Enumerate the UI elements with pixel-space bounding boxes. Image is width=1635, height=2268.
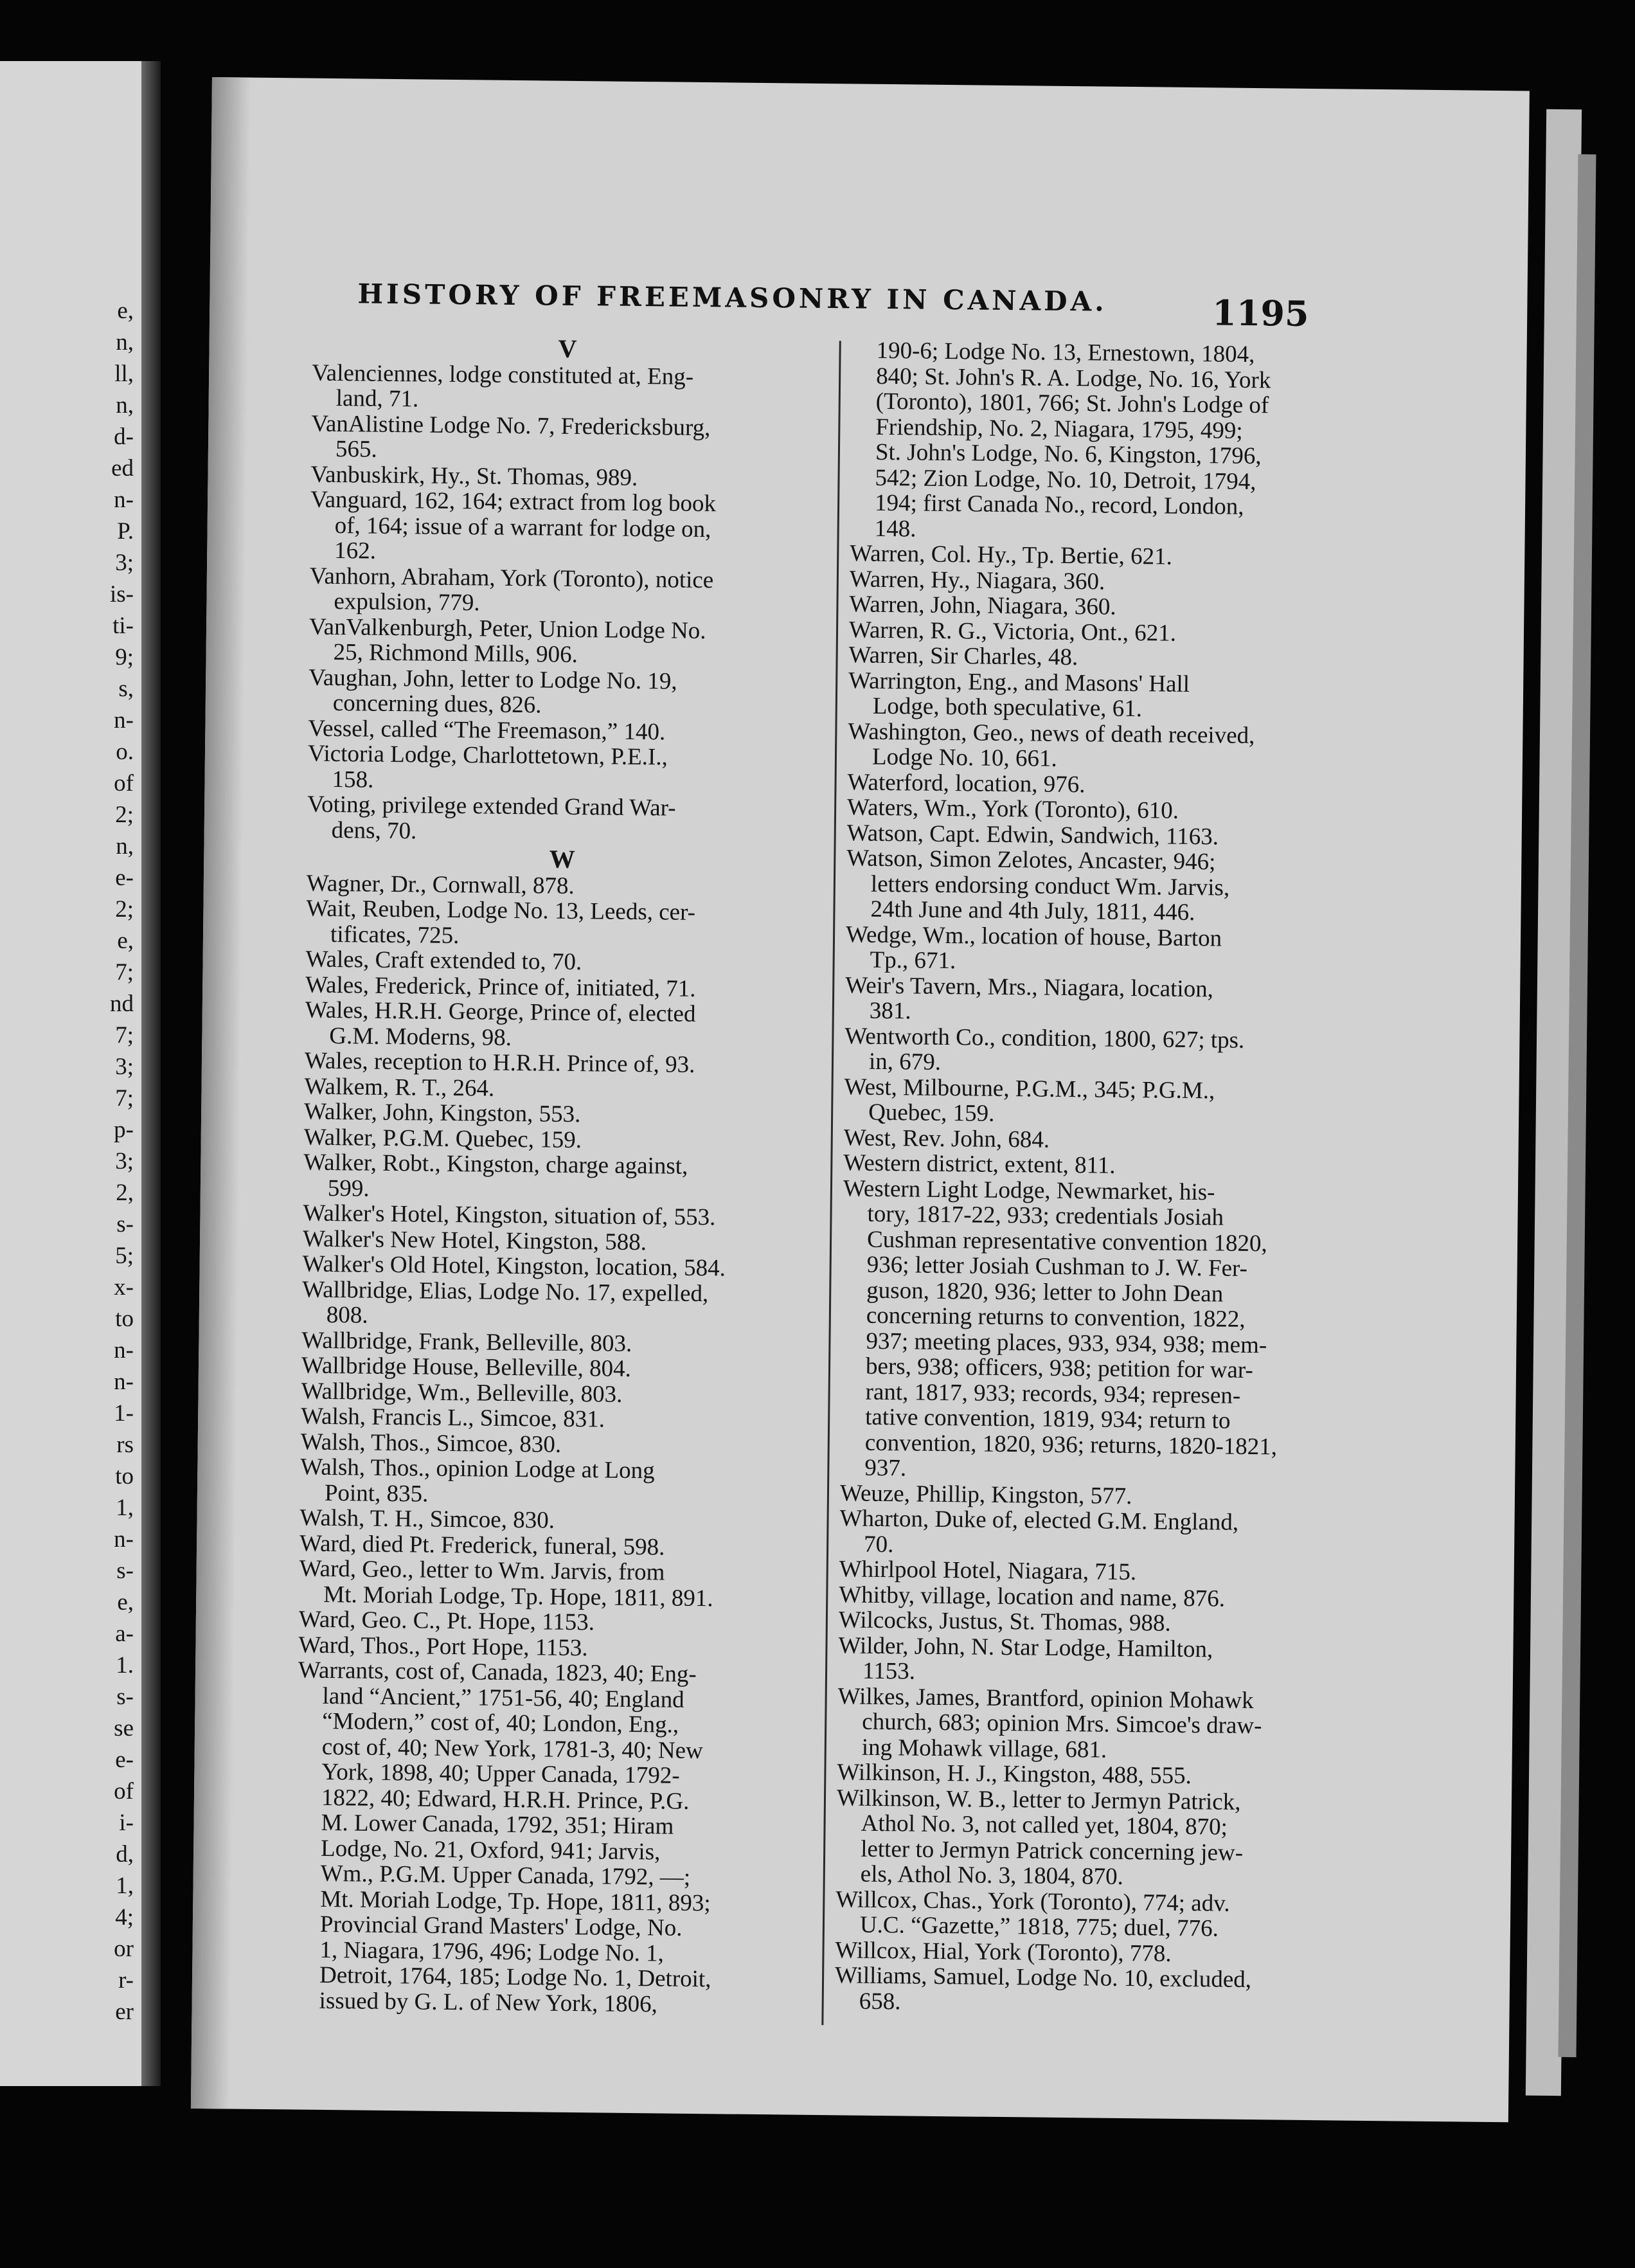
section-letter-heading: V [558, 334, 577, 363]
facing-page-fragment: er [115, 1999, 134, 2025]
facing-page-fragment: n- [114, 487, 134, 513]
index-entry: Wilkinson, W. B., letter to Jermyn Patrick, [836, 1784, 1241, 1815]
index-entry-continuation: concerning dues, 826. [332, 690, 542, 719]
index-entry-continuation: cost of, 40; New York, 1781-3, 40; New [321, 1733, 703, 1764]
index-entry: Walker, John, Kingston, 553. [303, 1098, 581, 1128]
section-letter-heading: W [549, 844, 576, 874]
book-gutter [141, 61, 161, 2086]
facing-page-fragment: r- [118, 1967, 134, 1994]
index-entry: Whirlpool Hotel, Niagara, 715. [839, 1556, 1137, 1586]
facing-page-edge [0, 61, 161, 2086]
index-entry: Walsh, Thos., opinion Lodge at Long [300, 1454, 655, 1484]
index-entry-continuation: Athol No. 3, not called yet, 1804, 870; [861, 1810, 1228, 1841]
facing-page-fragment: se [114, 1715, 134, 1742]
facing-page-fragment: to [115, 1463, 134, 1490]
index-entry: West, Rev. John, 684. [843, 1124, 1050, 1153]
facing-page-fragment: nd [110, 991, 134, 1017]
index-entry: Vanhorn, Abraham, York (Toronto), notice [309, 562, 714, 593]
page-number: 1195 [1211, 292, 1309, 334]
facing-page-fragment: s- [116, 1558, 134, 1584]
index-entry-continuation: els, Athol No. 3, 1804, 870. [860, 1860, 1124, 1890]
index-entry-continuation: 937. [864, 1454, 907, 1482]
index-entry-continuation: in, 679. [868, 1048, 942, 1076]
facing-page-fragment: e- [115, 1747, 134, 1773]
facing-page-fragment: 5; [115, 1243, 134, 1269]
facing-page-fragment: n- [114, 1369, 134, 1395]
index-entry: Walker's Hotel, Kingston, situation of, 553. [303, 1200, 716, 1231]
facing-page-fragment: 4; [115, 1904, 134, 1931]
facing-page-fragment: 9; [115, 644, 134, 670]
facing-page-fragment: n, [116, 392, 134, 419]
index-entry: Ward, died Pt. Frederick, funeral, 598. [299, 1530, 665, 1561]
index-entry: Williams, Samuel, Lodge No. 10, excluded, [834, 1962, 1252, 1994]
index-entry-continuation: 1, Niagara, 1796, 496; Lodge No. 1, [319, 1936, 665, 1967]
index-entry: West, Milbourne, P.G.M., 345; P.G.M., [844, 1073, 1215, 1104]
index-entry-continuation: 658. [859, 1988, 901, 2015]
index-entry-continuation: Wm., P.G.M. Upper Canada, 1792, —; [320, 1860, 691, 1891]
index-entry-continuation: 381. [869, 997, 911, 1025]
index-entry-continuation: M. Lower Canada, 1792, 351; Hiram [321, 1809, 674, 1840]
facing-page-fragment: e, [117, 298, 134, 324]
index-entry: Watson, Simon Zelotes, Ancaster, 946; [846, 845, 1216, 876]
index-entry-continuation: 148. [874, 515, 916, 543]
index-entry-continuation: 1822, 40; Edward, H.R.H. Prince, P.G. [321, 1784, 690, 1815]
index-entry-continuation: 24th June and 4th July, 1811, 446. [870, 896, 1195, 926]
facing-page-fragment: 3; [115, 550, 134, 576]
index-entry: Warren, R. G., Victoria, Ont., 621. [848, 616, 1177, 647]
index-entry: VanAlistine Lodge No. 7, Fredericksburg, [311, 410, 711, 441]
index-entry: Wilcocks, Justus, St. Thomas, 988. [838, 1607, 1171, 1637]
facing-page-fragment: n- [114, 1526, 134, 1553]
facing-page-fragment: 3; [115, 1148, 134, 1174]
index-entry-continuation: 1153. [862, 1657, 916, 1685]
facing-page-fragment: of [114, 770, 134, 797]
index-entry: Wales, reception to H.R.H. Prince of, 93. [304, 1047, 695, 1078]
index-entry-continuation: Point, 835. [324, 1479, 429, 1508]
index-entry-continuation: rant, 1817, 933; records, 934; represen- [865, 1378, 1241, 1409]
index-entry: Ward, Geo., letter to Wm. Jarvis, from [299, 1555, 665, 1586]
index-entry: Voting, privilege extended Grand War- [307, 791, 676, 822]
index-entry-continuation: York, 1898, 40; Upper Canada, 1792- [321, 1758, 680, 1789]
index-entry: Walkem, R. T., 264. [304, 1073, 495, 1102]
index-entry-continuation: 599. [327, 1174, 370, 1202]
index-entry: Western district, extent, 811. [843, 1149, 1116, 1179]
facing-page-fragment: o. [116, 739, 134, 765]
facing-page-fragment: is- [110, 581, 134, 608]
facing-page-fragment: P. [117, 518, 134, 544]
index-entry: Wallbridge, Frank, Belleville, 803. [301, 1327, 632, 1357]
facing-page-fragment: n- [114, 707, 134, 734]
index-entry: Warren, Col. Hy., Tp. Bertie, 621. [850, 540, 1173, 570]
index-entry: Wales, Craft extended to, 70. [305, 946, 582, 976]
facing-page-fragment: s- [116, 1211, 134, 1238]
facing-page-fragment: 7; [115, 1022, 134, 1048]
facing-page-fragment: i- [119, 1810, 134, 1836]
index-entry: Warren, Sir Charles, 48. [848, 642, 1078, 671]
facing-page-fragment: d, [116, 1841, 134, 1868]
index-entry-continuation: Provincial Grand Masters' Lodge, No. [319, 1911, 683, 1941]
facing-page-fragment: 2, [116, 1180, 134, 1206]
facing-page-fragment: or [114, 1936, 134, 1962]
index-entry-continuation: tative convention, 1819, 934; return to [865, 1403, 1231, 1434]
index-entry: Ward, Geo. C., Pt. Hope, 1153. [298, 1606, 595, 1636]
index-entry-continuation: 194; first Canada No., record, London, [874, 489, 1244, 520]
facing-page-fragment: 7; [115, 1085, 134, 1112]
index-entry-continuation: 162. [334, 537, 377, 564]
facing-page-fragment: 1, [116, 1873, 134, 1899]
facing-page-fragment: ll, [114, 361, 134, 387]
index-entry: Wales, Frederick, Prince of, initiated, 71. [305, 971, 696, 1002]
facing-page-fragment: p- [114, 1117, 134, 1143]
facing-page-fragment: 1, [116, 1495, 134, 1521]
index-entry: Wallbridge House, Belleville, 804. [301, 1352, 632, 1382]
index-entry: Watson, Capt. Edwin, Sandwich, 1163. [846, 819, 1219, 850]
index-entry: Vanbuskirk, Hy., St. Thomas, 989. [310, 461, 638, 491]
index-entry: Walker's New Hotel, Kingston, 588. [302, 1225, 647, 1256]
index-entry: Wilkes, James, Brantford, opinion Mohawk [837, 1682, 1254, 1714]
facing-page-fragment: s, [118, 676, 134, 702]
index-entry-continuation: issued by G. L. of New York, 1806, [319, 1987, 658, 2017]
index-entry: Wilkinson, H. J., Kingston, 488, 555. [837, 1759, 1192, 1790]
facing-page-fragment: e, [117, 928, 134, 954]
index-entry: Warrington, Eng., and Masons' Hall [848, 667, 1190, 698]
facing-page-fragment: 3; [115, 1054, 134, 1080]
facing-page-fragment: a- [115, 1621, 134, 1647]
index-entry: Walsh, T. H., Simcoe, 830. [299, 1504, 555, 1534]
index-entry-continuation: letters endorsing conduct Wm. Jarvis, [870, 870, 1230, 901]
facing-page-fragment: e- [115, 865, 134, 891]
book-page [191, 77, 1530, 2122]
facing-page-fragment: of [114, 1778, 134, 1805]
facing-page-fragment: rs [116, 1432, 134, 1458]
index-entry-continuation: Cushman representative convention 1820, [866, 1226, 1267, 1257]
index-entry: Vanguard, 162, 164; extract from log book [310, 486, 717, 518]
index-entry-continuation: of, 164; issue of a warrant for lodge on, [334, 512, 711, 543]
index-entry-continuation: U.C. “Gazette,” 1818, 775; duel, 776. [859, 1911, 1219, 1942]
index-entry-continuation: Mt. Moriah Lodge, Tp. Hope, 1811, 893; [320, 1886, 711, 1916]
index-entry: Wagner, Dr., Cornwall, 878. [306, 870, 575, 899]
index-entry-continuation: Mt. Moriah Lodge, Tp. Hope, 1811, 891. [323, 1581, 713, 1612]
index-entry-continuation: tificates, 725. [330, 921, 460, 949]
facing-page-fragment: 7; [115, 959, 134, 986]
index-entry-continuation: land “Ancient,” 1751-56, 40; England [322, 1682, 684, 1713]
index-entry-continuation: Friendship, No. 2, Niagara, 1795, 499; [875, 413, 1243, 444]
index-entry: VanValkenburgh, Peter, Union Lodge No. [308, 613, 706, 644]
index-entry-continuation: ing Mohawk village, 681. [861, 1734, 1107, 1763]
index-entry-continuation: Lodge, No. 21, Oxford, 941; Jarvis, [320, 1835, 661, 1865]
index-entry: Ward, Thos., Port Hope, 1153. [298, 1632, 588, 1661]
index-entry-continuation: convention, 1820, 936; returns, 1820-1821, [864, 1429, 1278, 1460]
index-entry-continuation: 808. [326, 1301, 368, 1329]
index-entry: Wallbridge, Elias, Lodge No. 17, expelled, [302, 1276, 709, 1307]
index-entry-continuation: 542; Zion Lodge, No. 10, Detroit, 1794, [875, 464, 1256, 495]
index-entry-continuation: 25, Richmond Mills, 906. [333, 639, 578, 669]
index-entry-continuation: guson, 1820, 936; letter to John Dean [866, 1277, 1224, 1308]
index-entry: Walsh, Francis L., Simcoe, 831. [300, 1403, 605, 1433]
index-entry-continuation: “Modern,” cost of, 40; London, Eng., [322, 1707, 679, 1738]
index-entry: Walker, P.G.M. Quebec, 159. [303, 1124, 582, 1153]
index-entry-continuation: dens, 70. [331, 816, 417, 844]
index-entry-continuation: expulsion, 779. [334, 588, 480, 616]
index-entry-continuation: church, 683; opinion Mrs. Simcoe's draw- [862, 1708, 1262, 1740]
index-entry: Wharton, Duke of, elected G.M. England, [839, 1505, 1239, 1536]
index-entry-continuation: Tp., 671. [870, 946, 956, 975]
index-entry-continuation: 70. [863, 1531, 894, 1558]
facing-page-fragment: to [115, 1306, 134, 1332]
index-entry-continuation: land, 71. [335, 385, 419, 413]
index-entry: Whitby, village, location and name, 876. [839, 1581, 1226, 1612]
index-entry-continuation: concerning returns to convention, 1822, [866, 1302, 1246, 1333]
facing-page-fragment: n, [116, 833, 134, 860]
running-title: HISTORY OF FREEMASONRY IN CANADA. [357, 278, 1108, 318]
facing-page-fragment: 2; [115, 802, 134, 828]
index-entry: Wallbridge, Wm., Belleville, 803. [301, 1378, 623, 1408]
index-entry-continuation: Quebec, 159. [868, 1099, 995, 1127]
index-column-right [835, 338, 1363, 2019]
index-entry-continuation: G.M. Moderns, 98. [329, 1022, 512, 1051]
index-entry: Wentworth Co., condition, 1800, 627; tps. [844, 1022, 1245, 1054]
index-entry: Walker's Old Hotel, Kingston, location, 584. [302, 1250, 726, 1282]
index-entry: Wedge, Wm., location of house, Barton [845, 921, 1222, 952]
index-entry: Wilder, John, N. Star Lodge, Hamilton, [838, 1632, 1213, 1662]
facing-page-fragment: e, [117, 1589, 134, 1616]
index-column-left [294, 332, 823, 2019]
index-entry-continuation: Lodge No. 10, 661. [871, 743, 1057, 772]
facing-page-fragment: s- [116, 1684, 134, 1710]
index-entry-continuation: 190-6; Lodge No. 13, Ernestown, 1804, [876, 337, 1255, 368]
facing-page-fragment: ti- [112, 613, 134, 639]
index-entry: Warrants, cost of, Canada, 1823, 40; Eng- [298, 1657, 697, 1688]
index-entry-continuation: 158. [332, 766, 374, 793]
facing-page-fragment: ed [111, 455, 134, 482]
index-entry: Vaughan, John, letter to Lodge No. 19, [308, 664, 677, 695]
index-entry: Waterford, location, 976. [847, 768, 1086, 798]
index-entry-continuation: tory, 1817-22, 933; credentials Josiah [867, 1200, 1224, 1231]
index-entry: Wales, H.R.H. George, Prince of, elected [305, 996, 696, 1027]
page-gutter-shadow [191, 77, 251, 2109]
index-entry-continuation: letter to Jermyn Patrick concerning jew- [860, 1835, 1244, 1866]
index-entry: Waters, Wm., York (Toronto), 610. [846, 794, 1179, 824]
index-entry-continuation: Detroit, 1764, 185; Lodge No. 1, Detroit, [319, 1961, 711, 1993]
index-entry-continuation: St. John's Lodge, No. 6, Kingston, 1796, [875, 438, 1262, 470]
facing-page-fragment: d- [114, 424, 134, 450]
index-entry: Walsh, Thos., Simcoe, 830. [300, 1428, 562, 1458]
index-entry-continuation: 840; St. John's R. A. Lodge, No. 16, York [875, 363, 1271, 393]
index-entry-continuation: 565. [335, 436, 377, 463]
facing-page-fragment: n, [116, 329, 134, 356]
facing-page-fragment: 1. [116, 1652, 134, 1679]
index-entry: Washington, Geo., news of death received, [848, 717, 1255, 749]
index-entry: Walker, Robt., Kingston, charge against, [303, 1149, 688, 1180]
index-entry-continuation: Lodge, both speculative, 61. [872, 692, 1143, 723]
facing-page-fragment: x- [114, 1274, 134, 1300]
index-entry: Willcox, Chas., York (Toronto), 774; adv. [835, 1886, 1230, 1917]
index-entry-continuation: bers, 938; officers, 938; petition for war- [865, 1353, 1253, 1384]
index-entry: Vessel, called “The Freemason,” 140. [308, 715, 666, 745]
index-entry-continuation: (Toronto), 1801, 766; St. John's Lodge of [875, 388, 1269, 419]
index-entry-continuation: 936; letter Josiah Cushman to J. W. Fer- [866, 1251, 1248, 1282]
index-entry: Valenciennes, lodge constituted at, Eng- [311, 359, 694, 390]
index-entry: Wait, Reuben, Lodge No. 13, Leeds, cer- [306, 895, 696, 926]
facing-page-fragment: 1- [114, 1400, 134, 1426]
facing-page-fragment: n- [114, 1337, 134, 1364]
index-entry: Victoria Lodge, Charlottetown, P.E.I., [307, 740, 668, 771]
facing-page-fragment: 2; [115, 896, 134, 923]
index-entry-continuation: 937; meeting places, 933, 934, 938; mem- [866, 1328, 1267, 1358]
index-entry: Weuze, Phillip, Kingston, 577. [839, 1479, 1132, 1509]
index-entry: Warren, John, Niagara, 360. [849, 591, 1116, 620]
index-entry: Willcox, Hial, York (Toronto), 778. [835, 1936, 1172, 1967]
index-entry: Western Light Lodge, Newmarket, his- [843, 1174, 1215, 1205]
index-entry: Weir's Tavern, Mrs., Niagara, location, [845, 971, 1214, 1002]
index-entry: Warren, Hy., Niagara, 360. [849, 565, 1105, 595]
